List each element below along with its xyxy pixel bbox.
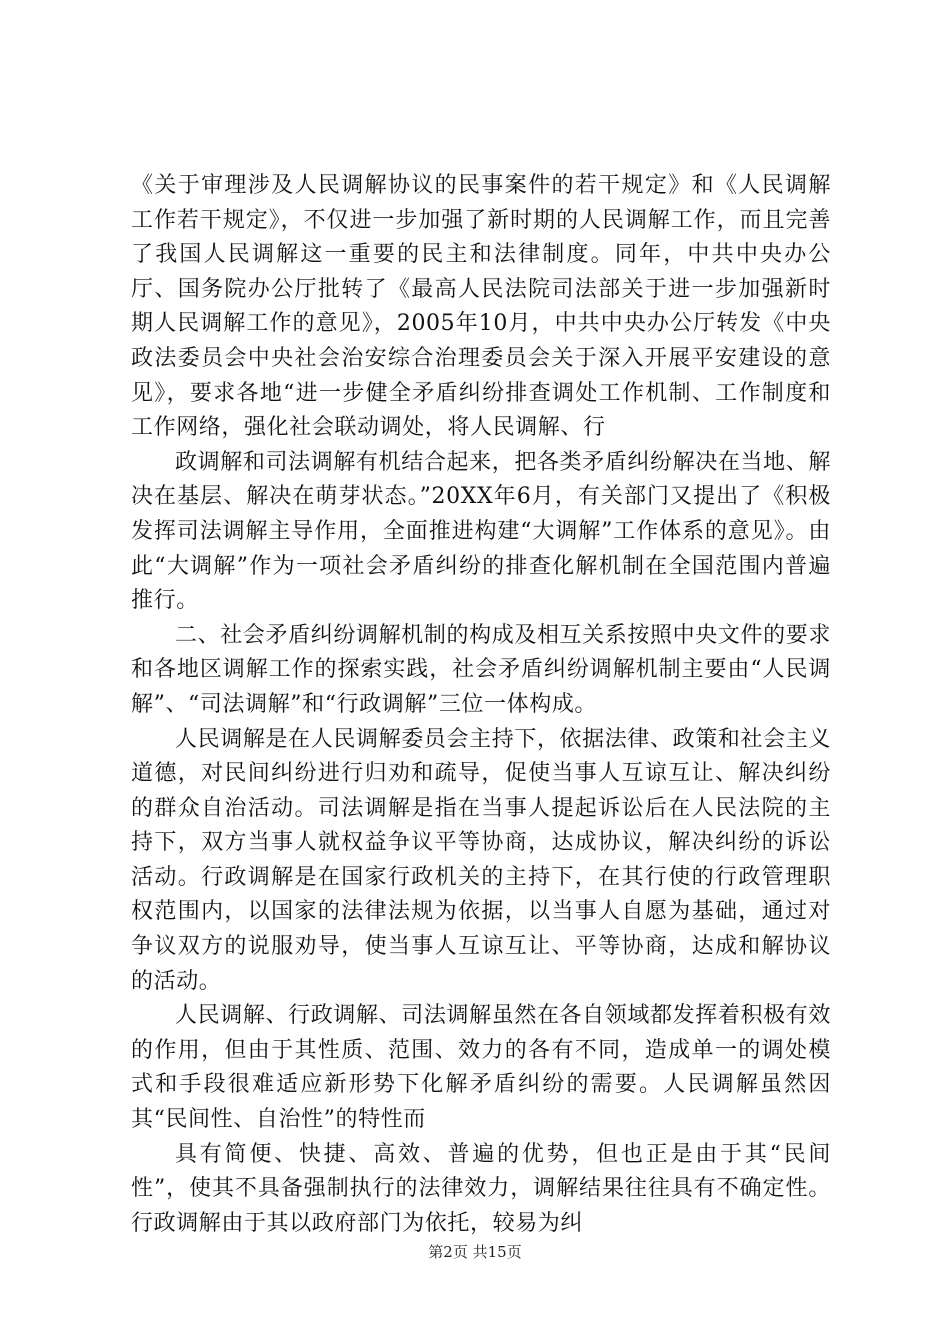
- paragraph-2: 政调解和司法调解有机结合起来，把各类矛盾纠纷解决在当地、解决在基层、解决在萌芽状态。”20XX年6月，有关部门又提出了《积极发挥司法调解主导作用，全面推进构建“大调解”工作体系的意见》。由此“大调解”作为一项社会矛盾纠纷的排查化解机制在全国范围内普遍推行。: [131, 449, 831, 614]
- paragraph-5: 人民调解、行政调解、司法调解虽然在各自领域都发挥着积极有效的作用，但由于其性质、范围、效力的各有不同，造成单一的调处模式和手段很难适应新形势下化解矛盾纠纷的需要。人民调解虽然因其“民间性、自治性”的特性而: [131, 1003, 831, 1133]
- paragraph-4: 人民调解是在人民调解委员会主持下，依据法律、政策和社会主义道德，对民间纠纷进行归劝和疏导，促使当事人互谅互让、解决纠纷的群众自治活动。司法调解是指在当事人提起诉讼后在人民法院的主持下，双方当事人就权益争议平等协商，达成协议，解决纠纷的诉讼活动。行政调解是在国家行政机关的主持下，在其行使的行政管理职权范围内，以国家的法律法规为依据，以当事人自愿为基础，通过对争议双方的说服劝导，使当事人互谅互让、平等协商，达成和解协议的活动。: [131, 726, 831, 994]
- document-body: [131, 169, 831, 1241]
- page-number-footer: 第2页 共15页: [428, 1243, 522, 1261]
- paragraph-1: 《关于审理涉及人民调解协议的民事案件的若干规定》和《人民调解工作若干规定》，不仅进一步加强了新时期的人民调解工作，而且完善了我国人民调解这一重要的民主和法律制度。同年，中共中央办公厅、国务院办公厅批转了《最高人民法院司法部关于进一步加强新时期人民调解工作的意见》，2005年10月，中共中央办公厅转发《中央政法委员会中央社会治安综合治理委员会关于深入开展平安建设的意见》，要求各地“进一步健全矛盾纠纷排查调处工作机制、工作制度和工作网络，强化社会联动调处，将人民调解、行: [131, 173, 831, 441]
- paragraph-6: 具有简便、快捷、高效、普遍的优势，但也正是由于其“民间性”，使其不具备强制执行的法律效力，调解结果往往具有不确定性。行政调解由于其以政府部门为依托，较易为纠: [131, 1141, 831, 1236]
- paragraph-3: 二、社会矛盾纠纷调解机制的构成及相互关系按照中央文件的要求和各地区调解工作的探索实践，社会矛盾纠纷调解机制主要由“人民调解”、“司法调解”和“行政调解”三位一体构成。: [131, 622, 831, 717]
